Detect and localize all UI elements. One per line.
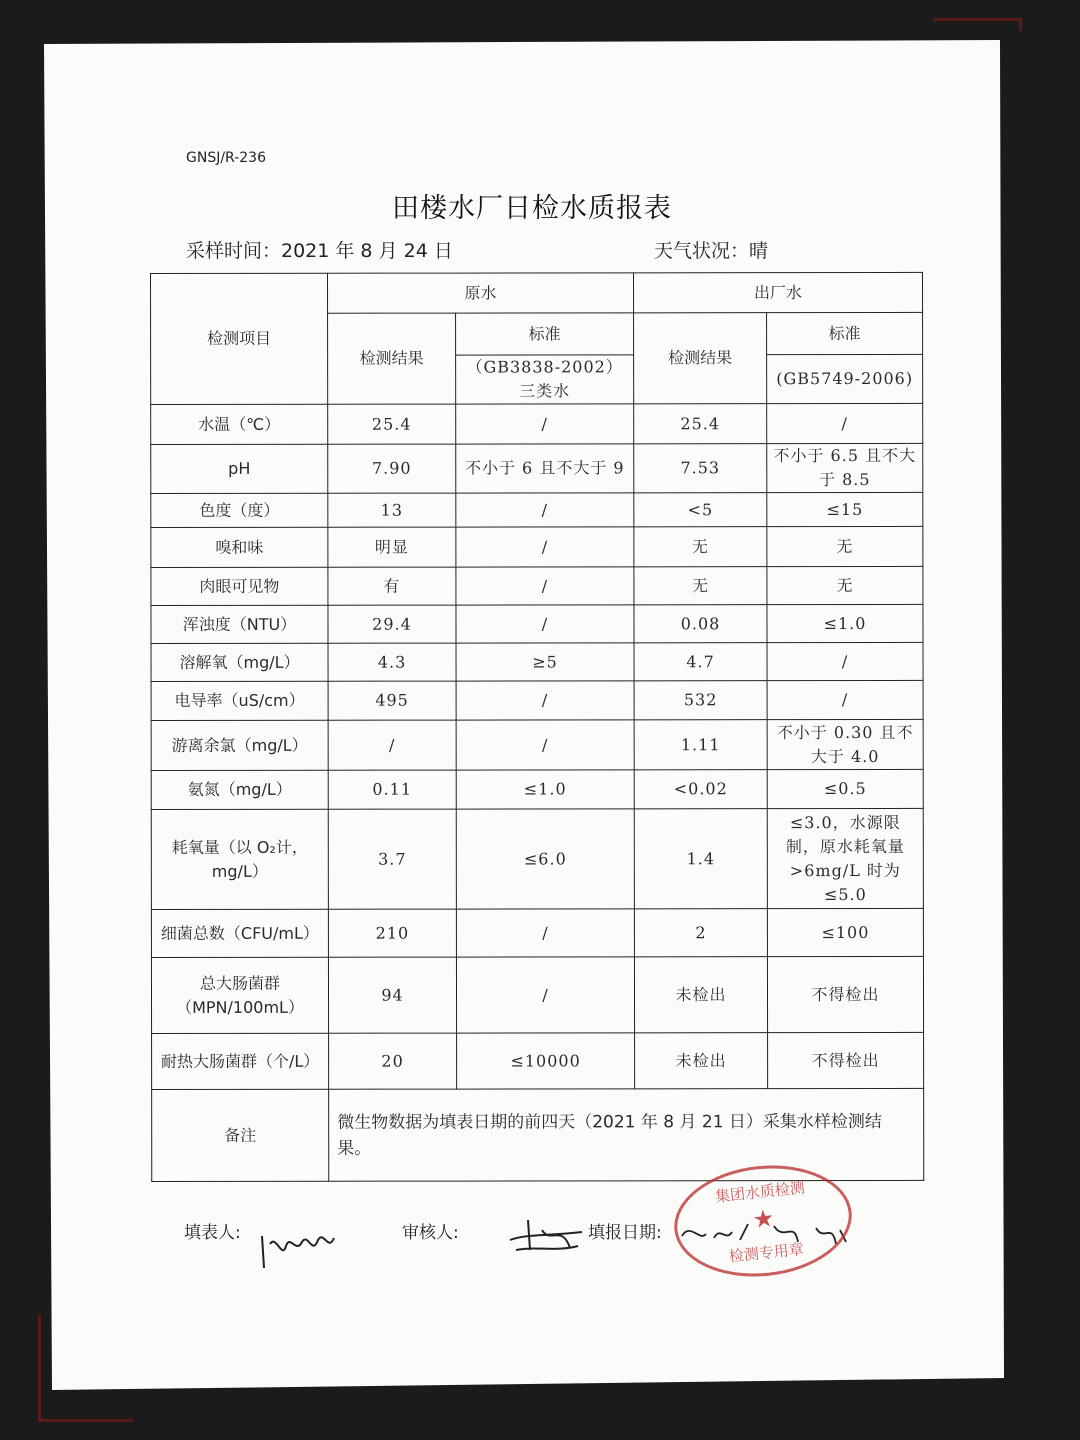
- out-standard-cell: ≤15: [767, 492, 923, 526]
- out-standard-cell: 不小于 0.30 且不大于 4.0: [767, 719, 923, 769]
- raw-result-cell: 13: [328, 493, 456, 527]
- raw-standard-cell: /: [456, 404, 634, 444]
- table-row: [151, 403, 923, 444]
- item-cell: 耗氧量（以 O₂计，mg/L）: [151, 809, 328, 909]
- out-result-cell: <5: [634, 493, 767, 527]
- raw-result-cell: 3.7: [328, 809, 456, 909]
- header-raw-result: 检测结果: [328, 313, 456, 404]
- table-row: [151, 680, 923, 720]
- sampling-time: 采样时间：2021 年 8 月 24 日: [186, 240, 453, 262]
- raw-result-cell: 210: [328, 909, 456, 957]
- header-out-standard: 标准: [767, 312, 923, 354]
- table-row: [151, 642, 923, 681]
- table-header-row: [151, 272, 923, 313]
- table-row: [151, 956, 923, 1033]
- header-out-result: 检测结果: [634, 313, 767, 404]
- raw-result-cell: 7.90: [328, 444, 456, 493]
- out-result-cell: 532: [634, 681, 767, 720]
- out-standard-cell: ≤0.5: [767, 769, 923, 808]
- out-result-cell: 4.7: [634, 643, 767, 681]
- out-result-cell: 0.08: [634, 605, 767, 643]
- remarks-text: 微生物数据为填表日期的前四天（2021 年 8 月 21 日）采集水样检测结果。: [329, 1088, 924, 1181]
- page-title: 田楼水厂日检水质报表: [392, 193, 672, 224]
- table-row: [151, 492, 923, 527]
- raw-standard-cell: /: [456, 909, 634, 957]
- out-result-cell: 未检出: [635, 1033, 768, 1089]
- raw-standard-ref: （GB3838-2002）三类水: [456, 355, 634, 404]
- out-standard-cell: 无: [767, 566, 923, 604]
- raw-standard-cell: /: [456, 527, 634, 567]
- item-cell: pH: [151, 444, 328, 493]
- frame-corner-top-right: [933, 18, 1022, 31]
- seal-star-icon: ★: [751, 1203, 776, 1234]
- remarks-label: 备注: [152, 1089, 329, 1181]
- raw-standard-cell: /: [456, 720, 634, 770]
- reviewer-signature: [506, 1210, 586, 1260]
- table-row: [151, 526, 923, 567]
- table-row: [151, 719, 923, 770]
- out-result-cell: 2: [634, 909, 767, 957]
- out-standard-cell: 不得检出: [768, 1032, 924, 1088]
- out-result-cell: 1.4: [634, 809, 767, 909]
- header-finished-water: 出厂水: [634, 272, 923, 312]
- filler-signature: [256, 1216, 338, 1276]
- header-item: 检测项目: [151, 273, 328, 404]
- seal-text-top: 集团水质检测: [714, 1178, 806, 1206]
- item-cell: 总大肠菌群（MPN/100mL）: [151, 957, 328, 1033]
- raw-standard-cell: /: [456, 493, 634, 527]
- water-quality-table: [150, 272, 924, 1182]
- out-standard-cell: 不小于 6.5 且不大于 8.5: [767, 443, 923, 492]
- out-standard-cell: ≤3.0，水源限制，原水耗氧量>6mg/L 时为≤5.0: [767, 808, 923, 908]
- out-result-cell: 无: [634, 567, 767, 605]
- raw-result-cell: 94: [328, 957, 456, 1033]
- raw-result-cell: 明显: [328, 527, 456, 567]
- finished-standard-ref: (GB5749-2006): [767, 354, 923, 403]
- raw-standard-cell: /: [456, 681, 634, 720]
- table-row: [151, 808, 923, 909]
- seal-text-bottom: 检测专用章: [728, 1239, 805, 1266]
- out-standard-cell: 无: [767, 526, 923, 566]
- raw-standard-cell: /: [456, 957, 634, 1033]
- raw-standard-cell: /: [456, 605, 634, 643]
- raw-standard-cell: 不小于 6 且不大于 9: [456, 444, 634, 493]
- out-result-cell: 无: [634, 527, 767, 567]
- item-cell: 嗅和味: [151, 527, 328, 567]
- raw-standard-cell: ≤10000: [457, 1033, 635, 1089]
- out-result-cell: 1.11: [634, 720, 767, 770]
- header-raw-water: 原水: [328, 273, 634, 313]
- table-row: [151, 566, 923, 605]
- raw-result-cell: 20: [329, 1033, 457, 1089]
- out-result-cell: 25.4: [634, 404, 767, 444]
- remarks-row: [152, 1088, 924, 1181]
- item-cell: 浑浊度（NTU）: [151, 605, 328, 643]
- header-raw-standard: 标准: [456, 313, 634, 355]
- out-standard-cell: ≤1.0: [767, 604, 923, 642]
- reviewer-label: 审核人:: [402, 1223, 459, 1243]
- raw-result-cell: 4.3: [328, 643, 456, 681]
- item-cell: 电导率（uS/cm）: [151, 681, 328, 720]
- out-standard-cell: /: [767, 680, 923, 719]
- table-row: [151, 769, 923, 809]
- raw-result-cell: 495: [328, 681, 456, 720]
- raw-result-cell: /: [328, 720, 456, 770]
- out-result-cell: 未检出: [634, 957, 767, 1033]
- out-result-cell: <0.02: [634, 770, 767, 809]
- out-standard-cell: /: [767, 403, 923, 443]
- item-cell: 细菌总数（CFU/mL）: [151, 909, 328, 957]
- item-cell: 耐热大肠菌群（个/L）: [152, 1033, 329, 1089]
- filler-label: 填表人:: [184, 1223, 241, 1243]
- table-row: [152, 1032, 924, 1089]
- item-cell: 氨氮（mg/L）: [151, 770, 328, 809]
- raw-standard-cell: /: [456, 567, 634, 605]
- item-cell: 色度（度）: [151, 493, 328, 527]
- out-result-cell: 7.53: [634, 444, 767, 493]
- raw-result-cell: 25.4: [328, 404, 456, 444]
- out-standard-cell: 不得检出: [767, 956, 923, 1032]
- out-standard-cell: /: [767, 642, 923, 680]
- weather-status: 天气状况：晴: [654, 240, 769, 262]
- raw-standard-cell: ≥5: [456, 643, 634, 681]
- out-standard-cell: ≤100: [767, 908, 923, 956]
- raw-standard-cell: ≤1.0: [456, 770, 634, 809]
- table-row: [151, 908, 923, 957]
- item-cell: 溶解氧（mg/L）: [151, 643, 328, 681]
- raw-result-cell: 有: [328, 567, 456, 605]
- table-row: [151, 443, 923, 493]
- item-cell: 游离余氯（mg/L）: [151, 720, 328, 770]
- document-code: GNSJ/R-236: [186, 150, 266, 166]
- table-row: [151, 604, 923, 643]
- item-cell: 水温（℃）: [151, 404, 328, 444]
- raw-standard-cell: ≤6.0: [456, 809, 634, 909]
- raw-result-cell: 29.4: [328, 605, 456, 643]
- report-date-label: 填报日期:: [588, 1223, 662, 1243]
- raw-result-cell: 0.11: [328, 770, 456, 809]
- item-cell: 肉眼可见物: [151, 567, 328, 605]
